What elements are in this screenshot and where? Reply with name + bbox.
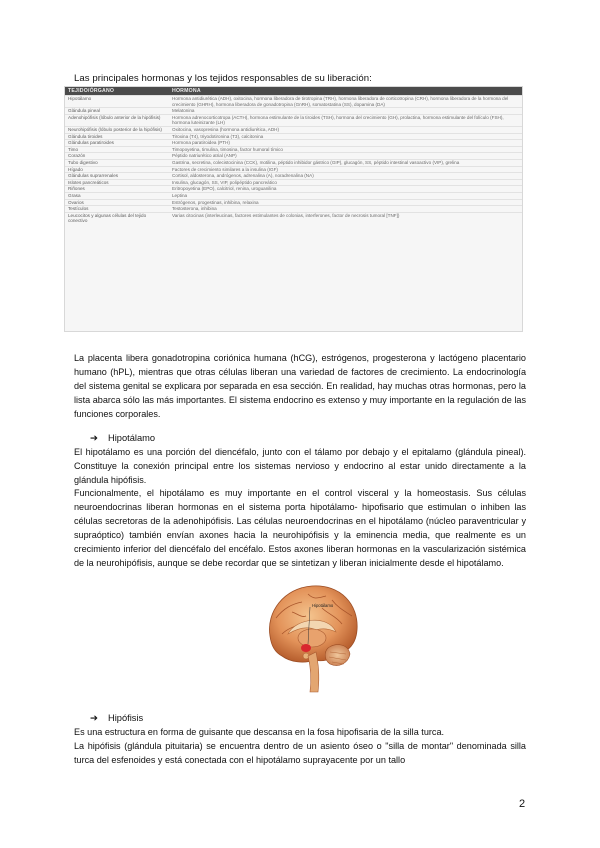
hormone-cell: Oxitocina, vasopresina (hormona antidiurética, ADH) [169,126,522,133]
hormones-table [64,86,523,332]
hormone-cell: Timopoyetina, timulina, timosina, factor humoral tímico [169,146,522,153]
hormone-cell: Melatonina [169,108,522,115]
table-row [65,96,522,108]
tissue-cell: Corazón [65,153,169,160]
tissue-cell: Islotes pancreáticos [65,179,169,186]
paragraph-placenta: La placenta libera gonadotropina coriónica humana (hCG), estrógenos, progesterona y lactógeno placentario humano (hPL), mientras que otras células liberan una variedad de factores de crecimiento. La endocrinología del sistema genital se explicara por separada en esa sección. En realidad, hay muchas otras hormonas, pero la lista abarca sólo las más importantes. El sistema endocrino es extenso y muy importante en la regulación de las funciones corporales. [74,353,526,419]
table-row [65,199,522,206]
hormone-cell: Hormona antidiurética (ADH), oxitocina, hormona liberadora de tirotropina (TRH), hormona liberadora de corticotropina (CRH), hormona liberadora de la hormona del crecimiento (GHRH), hormona liberadora de gonadotropina (GnRH), somatostatina (SS), dopamina (DA) [169,96,522,108]
tissue-cell: Glándulas suprarrenales [65,173,169,180]
hormone-cell: Estrógenos, progestinas, inhibina, relaxina [169,199,522,206]
tissue-cell: Testículos [65,206,169,213]
hormone-cell: Leptina [169,192,522,199]
table-row [65,186,522,193]
hormone-cell: Hormona adrenocorticotropa (ACTH), hormona estimulante de la tiroides (TSH), hormona del crecimiento (GH), prolactina, hormona estimulante del folículo (FSH), hormona luteinizante (LH) [169,114,522,126]
table-row [65,114,522,126]
table-row [65,140,522,147]
tissue-cell: Glándula pineal [65,108,169,115]
paragraph-hipofisis-intro: Es una estructura en forma de guisante que descansa en la fosa hipofisaria de la silla turca. [74,727,445,737]
hormone-cell: Gastrina, secretina, colecistocinina (CCK), motilina, péptido inhibidor gástrico (GIP), glucagón, SS, péptido intestinal vasoactivo (VIP), grelina [169,159,522,166]
tissue-cell: Hígado [65,166,169,173]
bullet-label: Hipófisis [108,713,144,723]
paragraph-hipotalamo-function: Funcionalmente, el hipotálamo es muy importante en el control visceral y la homeostasis. Sus células neuroendocrinas liberan hormonas en el sistema porta hipotálamo- hipofisario que estimulan o inhiben las células secretoras de la adenohipófisis. Las células neuroendocrinas en el hipotálamo (núcleo paraventricular y supraóptico) también envían axones hacia la neurohipófisis y la eminencia media, que realmente es un crecimiento inferior del diencéfalo del encéfalo. Estos axones liberan hormonas en la vascularización sistémica de la neurohipófisis, aunque se debe recordar que se sintetizan y liberan inicialmente desde el hipotálamo. [74,488,526,568]
table-heading: Las principales hormonas y los tejidos responsables de su liberación: [74,73,372,84]
brain-sagittal-image [262,578,362,696]
paragraph-hipofisis-location: La hipófisis (glándula pituitaria) se encuentra dentro de un asiento óseo o "silla de montar" denominada silla turca del esfenoides y está conectada con el hipotálamo suprayacente por un tallo [74,741,526,765]
tissue-cell: Hipotálamo [65,96,169,108]
brain-illustration [262,578,362,696]
table-row [65,173,522,180]
column-header-hormone: HORMONA [169,87,522,96]
tissue-cell: Glándula tiroides [65,133,169,140]
table-row [65,126,522,133]
table-row [65,146,522,153]
tissue-cell: Neurohipófisis (lóbulo posterior de la hipófisis) [65,126,169,133]
table-row [65,212,522,224]
table-row [65,206,522,213]
tissue-cell: Ovarios [65,199,169,206]
tissue-cell: Adenohipófisis (lóbulo anterior de la hipófisis) [65,114,169,126]
tissue-cell: Tubo digestivo [65,159,169,166]
column-header-tissue: TEJIDO/ÓRGANO [65,87,169,96]
hormone-cell: Insulina, glucagón, SS, VIP, polipéptido pancreático [169,179,522,186]
hormone-cell: Péptido natriurético atrial (ANP) [169,153,522,160]
page-number: 2 [519,798,526,810]
table-row [65,153,522,160]
arrow-icon: ➔ [90,713,98,723]
tissue-cell: Riñones [65,186,169,193]
hormone-cell: Varias citocinas (interleucinas, factores estimulantes de colonias, interferones, factor de necrosis tumoral [TNF]) [169,212,522,224]
table-row [65,159,522,166]
arrow-icon: ➔ [90,433,98,443]
hormones-table-grid [65,87,522,224]
tissue-cell: Timo [65,146,169,153]
table-header-row [65,87,522,96]
bullet-label: Hipotálamo [108,433,156,443]
bullet-hipofisis [90,713,143,724]
tissue-cell: Grasa [65,192,169,199]
table-row [65,192,522,199]
figure-label-hipotalamo: Hipotálamo [312,603,334,608]
hormone-cell: Eritropoyetina (EPO), calcitriol, renina, uroguanilina [169,186,522,193]
table-row [65,166,522,173]
hormone-cell: Testosterona, inhibina [169,206,522,213]
bullet-hipotalamo [90,433,155,444]
tissue-cell: Glándulas paratiroides [65,140,169,147]
hormone-cell: Tiroxina (T4), triyodotironina (T3), calcitonina [169,133,522,140]
hormone-cell: Cortisol, aldosterona, andrógenos, adrenalina (A), noradrenalina (NA) [169,173,522,180]
table-row [65,133,522,140]
hormone-cell: Factores de crecimiento similares a la insulina (IGF) [169,166,522,173]
tissue-cell: Leucocitos y algunas células del tejido conectivo [65,212,169,224]
hormone-cell: Hormona paratiroidea (PTH) [169,140,522,147]
table-row [65,108,522,115]
paragraph-hipotalamo-intro: El hipotálamo es una porción del diencéfalo, junto con el tálamo por debajo y el epitalamo (glándula pineal). Constituye la conexión principal entre los sistemas nervioso y endocrino al estar unido directamente a la glándula hipófisis. [74,447,526,485]
table-row [65,179,522,186]
